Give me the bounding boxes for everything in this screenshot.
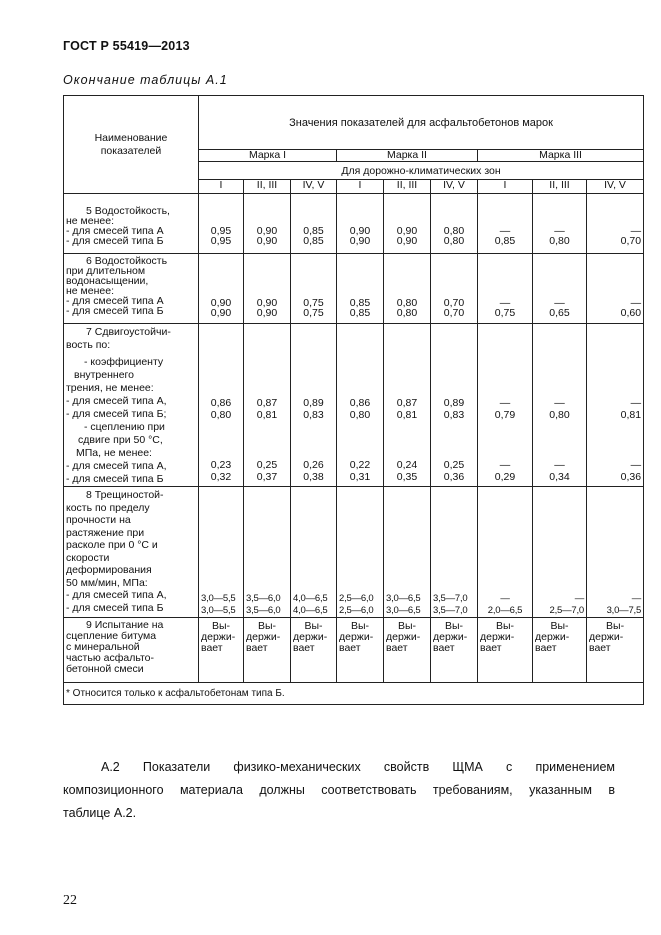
- value-cell: 0,85 0,85: [291, 194, 337, 254]
- value-cell: — 0,85: [478, 194, 533, 254]
- value-cell: 3,5—6,0 3,5—6,0: [244, 487, 291, 618]
- value-cell: 0,89 0,83 0,26 0,38: [291, 324, 337, 487]
- value-cell: 0,70 0,70: [431, 254, 478, 324]
- row-label: 6 Водостойкость при длительном водонасыщении, не менее: - для смесей типа А - для смесей типа Б: [64, 254, 199, 324]
- zones-header: Для дорожно-климатических зон: [199, 162, 644, 180]
- value-cell: 0,85 0,85: [337, 254, 384, 324]
- value-cell: 0,90 0,90: [337, 194, 384, 254]
- value-cell: — 0,80 — 0,34: [533, 324, 587, 487]
- value-cell: 0,90 0,90: [199, 254, 244, 324]
- value-cell: 0,89 0,83 0,25 0,36: [431, 324, 478, 487]
- mark-3-header: Марка III: [478, 150, 644, 162]
- table-row: [64, 618, 644, 683]
- value-cell: 0,86 0,80 0,22 0,31: [337, 324, 384, 487]
- value-cell: — 0,80: [533, 194, 587, 254]
- value-cell: 0,86 0,80 0,23 0,32: [199, 324, 244, 487]
- value-cell: Вы- держи- вает: [244, 618, 291, 683]
- value-cell: 0,90 0,90: [244, 194, 291, 254]
- value-cell: 0,87 0,81 0,24 0,35: [384, 324, 431, 487]
- page-number: 22: [63, 893, 77, 908]
- mark-1-header: Марка I: [199, 150, 337, 162]
- value-cell: Вы- держи- вает: [337, 618, 384, 683]
- value-cell: — 0,81 — 0,36: [587, 324, 644, 487]
- zone-label: I: [199, 180, 244, 194]
- zone-label: II, III: [384, 180, 431, 194]
- table-row: [64, 324, 644, 487]
- row-label: 8 Трещиностой- кость по пределу прочности на растяжение при расколе при 0 °С и скорости деформирования 50 мм/мин, МПа: - для смесей типа А, - для смесей типа Б: [64, 487, 199, 618]
- value-cell: 0,75 0,75: [291, 254, 337, 324]
- value-cell: Вы- держи- вает: [291, 618, 337, 683]
- value-cell: — 0,75: [478, 254, 533, 324]
- zone-label: I: [337, 180, 384, 194]
- value-cell: — 2,5—7,0: [533, 487, 587, 618]
- value-cell: 0,80 0,80: [384, 254, 431, 324]
- row-label: 9 Испытание на сцепление битума с минеральной частью асфальто- бетонной смеси: [64, 618, 199, 683]
- paragraph-line: А.2 Показатели физико-механических свойств ЩМА с применением: [101, 760, 615, 774]
- value-cell: 0,90 0,90: [244, 254, 291, 324]
- value-cell: 0,87 0,81 0,25 0,37: [244, 324, 291, 487]
- name-column-header: Наименование показателей: [64, 96, 199, 194]
- value-cell: — 0,79 — 0,29: [478, 324, 533, 487]
- zone-label: IV, V: [291, 180, 337, 194]
- table-caption: Окончание таблицы А.1: [63, 73, 228, 87]
- table-row: [64, 254, 644, 324]
- mark-2-header: Марка II: [337, 150, 478, 162]
- properties-table: [63, 95, 644, 705]
- value-cell: 3,0—6,5 3,0—6,5: [384, 487, 431, 618]
- table-row: [64, 487, 644, 618]
- zone-label: IV, V: [431, 180, 478, 194]
- value-cell: — 0,70: [587, 194, 644, 254]
- value-cell: Вы- держи- вает: [533, 618, 587, 683]
- table-footnote: * Относится только к асфальтобетонам типа Б.: [64, 683, 644, 705]
- value-cell: 0,90 0,90: [384, 194, 431, 254]
- value-cell: 4,0—6,5 4,0—6,5: [291, 487, 337, 618]
- value-cell: 3,0—5,5 3,0—5,5: [199, 487, 244, 618]
- zone-label: IV, V: [587, 180, 644, 194]
- row-label: 5 Водостойкость, не менее: - для смесей типа А - для смесей типа Б: [64, 194, 199, 254]
- value-cell: Вы- держи- вает: [478, 618, 533, 683]
- table-row: [64, 194, 644, 254]
- value-cell: Вы- держи- вает: [587, 618, 644, 683]
- value-cell: 2,5—6,0 2,5—6,0: [337, 487, 384, 618]
- paragraph-line: композиционного материала должны соответствовать требованиям, указанным в: [63, 783, 615, 797]
- standard-header: ГОСТ Р 55419—2013: [63, 39, 190, 53]
- values-header: Значения показателей для асфальтобетонов марок: [199, 96, 644, 150]
- value-cell: 3,5—7,0 3,5—7,0: [431, 487, 478, 618]
- value-cell: — 0,60: [587, 254, 644, 324]
- value-cell: Вы- держи- вает: [431, 618, 478, 683]
- value-cell: — 3,0—7,5: [587, 487, 644, 618]
- paragraph-a2: [63, 756, 615, 825]
- row-label: 7 Сдвигоустойчи- вость по: - коэффициенту внутреннего трения, не менее: - для смесей типа А, - для смесей типа Б; - сцеплению при сдвиге при 50 °С, МПа, не менее: - для смесей типа А, - для смесей типа Б: [64, 324, 199, 487]
- zone-label: I: [478, 180, 533, 194]
- value-cell: 0,95 0,95: [199, 194, 244, 254]
- value-cell: — 0,65: [533, 254, 587, 324]
- value-cell: — 2,0—6,5: [478, 487, 533, 618]
- value-cell: 0,80 0,80: [431, 194, 478, 254]
- value-cell: Вы- держи- вает: [199, 618, 244, 683]
- value-cell: Вы- держи- вает: [384, 618, 431, 683]
- zone-label: II, III: [244, 180, 291, 194]
- zone-label: II, III: [533, 180, 587, 194]
- paragraph-line: таблице А.2.: [63, 806, 137, 820]
